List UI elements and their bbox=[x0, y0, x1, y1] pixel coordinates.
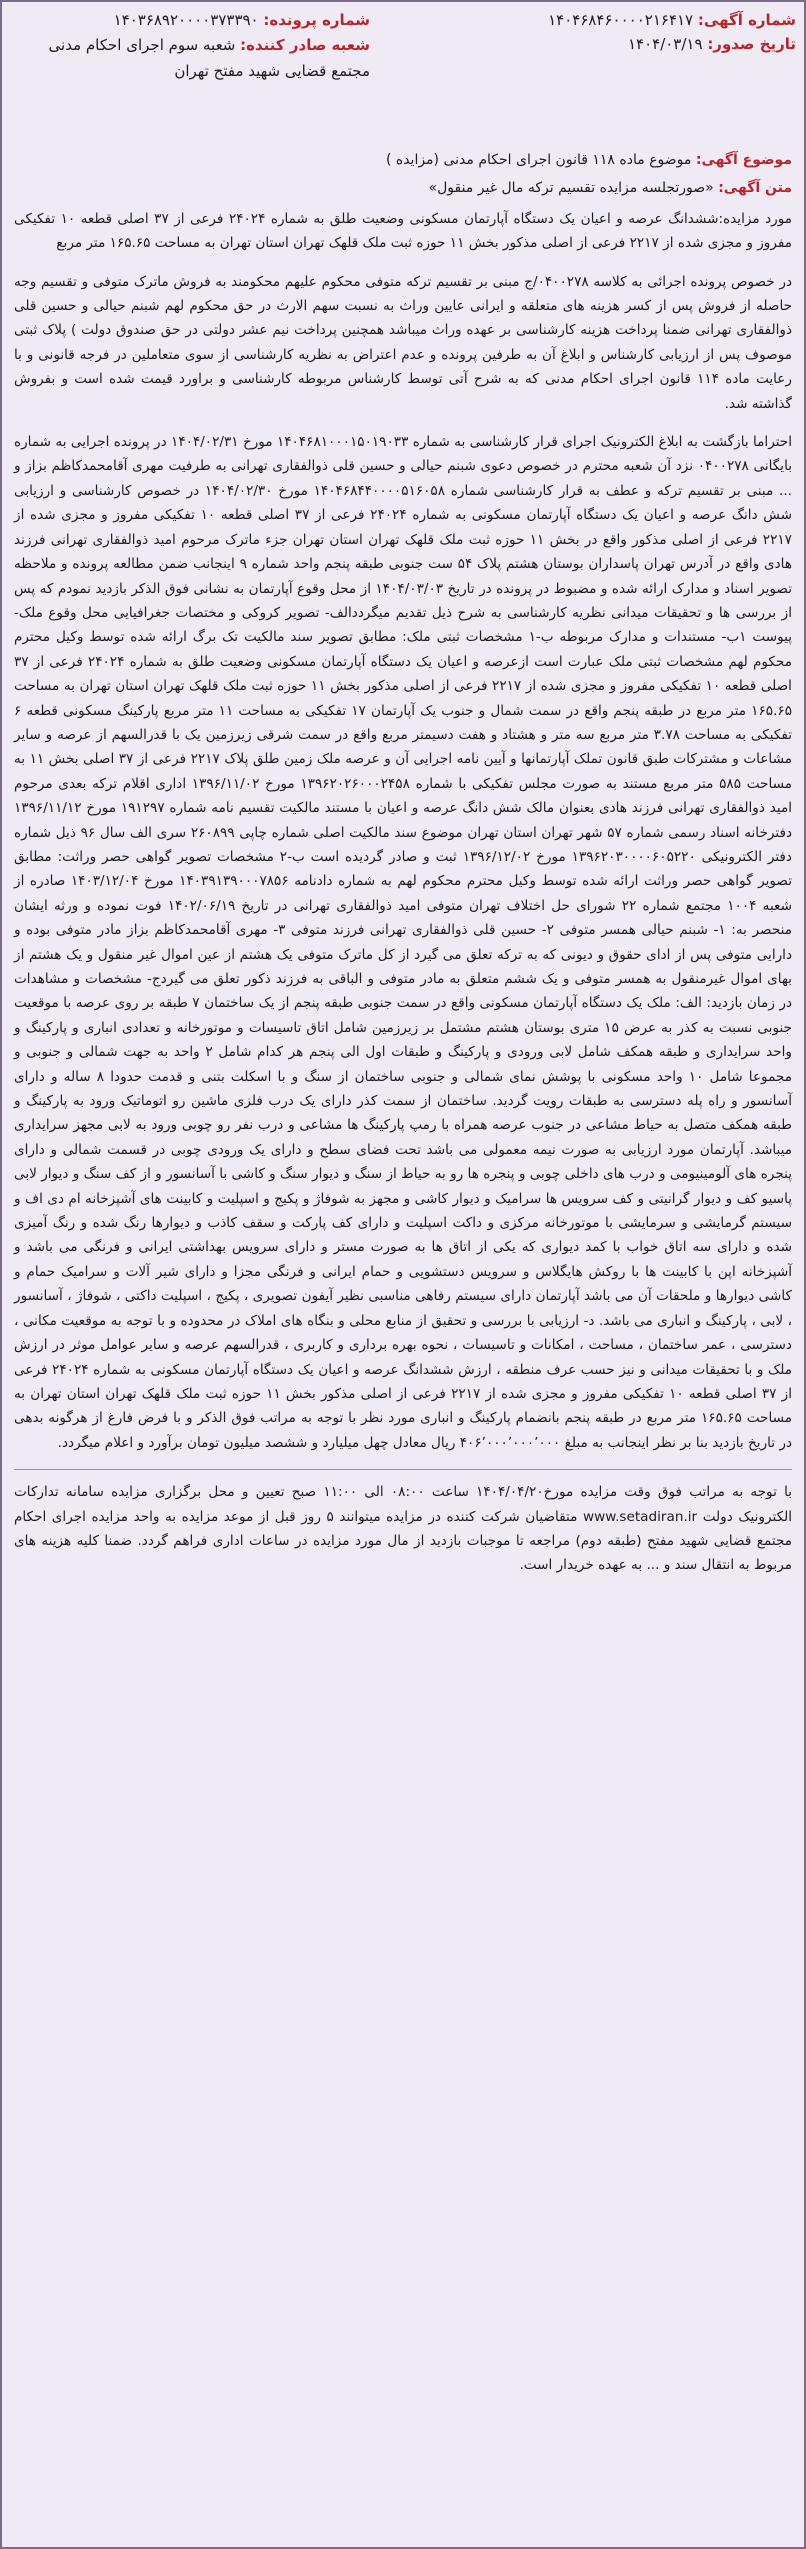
ad-number-label: شماره آگهی: bbox=[697, 11, 796, 29]
issuer-value: شعبه سوم اجرای احکام مدنی مجتمع قضایی شهید مفتح تهران bbox=[48, 36, 370, 80]
subject-label: موضوع آگهی: bbox=[695, 152, 792, 168]
issuer-label: شعبه صادر کننده: bbox=[240, 36, 370, 54]
divider bbox=[14, 1469, 792, 1470]
auction-item-paragraph: مورد مزایده:ششدانگ عرصه و اعیان یک دستگاه آپارتمان مسکونی وضعیت طلق به شماره ۲۴۰۲۴ فرعی از ۳۷ اصلی قطعه ۱۰ تفکیکی مفروز و مجزی شده از ۲۲۱۷ فرعی از اصلی مذکور بخش ۱۱ حوزه ثبت ملک قلهک تهران استان تهران به مساحت ۱۶۵.۶۵ متر مربع bbox=[14, 210, 793, 252]
notice-header bbox=[10, 8, 796, 84]
text-title-line bbox=[14, 176, 792, 200]
subject-value: موضوع ماده ۱۱۸ قانون اجرای احکام مدنی (مزایده ) bbox=[385, 152, 692, 168]
notice-body bbox=[14, 148, 792, 1592]
expert-report-paragraph: احتراما بازگشت به ابلاغ الکترونیک اجرای قرار کارشناسی به شماره ۱۴۰۴۶۸۱۰۰۰۱۵۰۱۹۰۳۳ مورخ ۱۴۰۴/۰۲/۳۱ در پرونده اجرایی به شماره بایگانی ۰۴۰۰۲۷۸ نزد آن شعبه محترم در خصوص دعوی شبنم حیالی و حسین قلی ذوالفقاری تهرانی به طرفیت مهری آقامحمدکاظم بزاز و ... مبنی بر تقسیم ترکه و عطف به قرار کارشناسی شماره ۱۴۰۴۶۸۴۴۰۰۰۰۵۱۶۰۵۸ مورخ ۱۴۰۴/۰۲/۳۰ در خصوص کارشناسی و ارزیابی شش دانگ عرصه و اعیان یک دستگاه آپارتمان مسکونی به شماره ۲۴۰۲۴ فرعی از ۳۷ اصلی قطعه ۱۰ تفکیکی مفروز و مجزی شده از ۲۲۱۷ فرعی از اصلی مذکور واقع در بخش ۱۱ حوزه ثبت ملک قلهک تهران استان تهران جزء ماترک مرحوم امید ذوالفقاری تهرانی فرزند هادی واقع در آدرس تهران پاسداران بوستان هشتم پلاک ۵۴ ست جنوبی طبقه پنجم واحد شماره ۹ اینجانب ضمن مطالعه پرونده و ملاحظه تصویر اسناد و مدارک ارائه شده و مضبوط در پرونده در تاریخ ۱۴۰۴/۰۳/۰۳ از محل وقوع آپارتمان به نشانی فوق الذکر بازدید نمودم که پس از بررسی ها و تحقیقات میدانی نظریه کارشناسی به شرح ذیل تقدیم میگرددالف- تصویر کروکی و مختصات جغرافیایی محل وقوع ملک- پیوست ۱ب- مستندات و مدارک مربوطه ب-۱ مشخصات ثبتی ملک: مطابق تصویر سند مالکیت تک برگ ارائه شده توسط وکیل محترم محکوم لهم مشخصات ثبتی ملک عبارت است ازعرصه و اعیان یک دستگاه آپارتمان مسکونی وضعیت طلق به شماره ۲۴۰۲۴ فرعی از ۳۷ اصلی قطعه ۱۰ تفکیکی مفروز و مجزی شده از ۲۲۱۷ فرعی از اصلی مذکور بخش ۱۱ حوزه ثبت ملک قلهک تهران استان تهران به مساحت ۱۶۵.۶۵ متر مربع در طبقه پنجم واقع در سمت شمال و جنوب یک آپارتمان ۱۷ تفکیکی به مساحت ۱۱ متر مربع پارکینگ مسکونی قطعه ۶ تفکیکی به مساحت ۳.۷۸ متر مربع سه متر و هشتاد و هفت دسیمتر مربع واقع در سمت شرقی زیرزمین یک با قدرالسهم از عرصه و سایر مشاعات و مشترکات طبق قانون تملک آپارتمانها و آیین نامه اجرایی آن و عرصه ملک زمین طلق پلاک ۲۲۱۷ فرعی از ۳۷ اصلی بخش ۱۱ به مساحت ۵۸۵ متر مربع مستند به صورت مجلس تفکیکی با شماره ۱۳۹۶۲۰۲۶۰۰۰۲۴۵۸ مورخ ۱۳۹۶/۱۱/۰۲ اداری اقلام ترکه بعدی مرحوم امید ذوالفقاری تهرانی فرزند هادی بعنوان مالک شش دانگ عرصه و اعیان با مستند مالکیت تقسیم نامه شماره ۱۹۱۲۹۷ مورخ ۱۳۹۶/۱۱/۱۲ دفترخانه اسناد رسمی شماره ۵۷ شهر تهران استان تهران موضوع سند مالکیت اصلی شماره چاپی ۲۶۰۸۹۹ سری الف سال ۹۶ ذیل شماره دفتر الکترونیکی ۱۳۹۶۲۰۳۰۰۰۰۶۰۵۲۲۰ مورخ ۱۳۹۶/۱۲/۰۲ ثبت و صادر گردیده است ب-۲ مشخصات تصویر گواهی حصر وراثت: مطابق تصویر گواهی حصر وراثت ارائه شده توسط وکیل محترم محکوم لهم به شماره دادنامه ۱۴۰۳۹۱۳۹۰۰۰۷۸۵۶ مورخ ۱۴۰۳/۱۲/۰۴ صادره از شعبه ۱۰۰۴ مجتمع شماره ۲۲ شورای حل اختلاف تهران متوفی امید ذوالفقاری تهرانی در تاریخ ۱۴۰۲/۰۶/۱۹ فوت نموده و ورثه ایشان منحصر به: ۱- شبنم حیالی همسر متوفی ۲- حسین قلی ذوالفقاری تهرانی فرزند متوفی ۳- مهری آقامحمدکاظم بزاز مادر متوفی بوده و دارایی متوفی پس از ادای حقوق و دیونی که به ترکه تعلق می گیرد از کل ماترک متوفی یک هشتم از عین اموال غیر منقول و یک هشتم از بهای اموال غیرمنقول به همسر متوفی و یک ششم متعلق به مادر متوفی و الباقی به فرزند ذکور تعلق می گیردج- مشخصات و مشاهدات در زمان بازدید: الف: ملک یک دستگاه آپارتمان مسکونی واقع در سمت جنوبی طبقه پنجم از یک ساختمان ۷ طبقه بر روی عرصه با موقعیت جنوبی نسبت به کذر به عرض ۱۵ متری بوستان هشتم مشتمل بر زیرزمین شامل اتاق تاسیسات و موتورخانه و تعدادی انباری و پارکینگ و واحد سرایداری و طبقه همکف شامل لابی ورودی و پارکینگ و طبقات اول الی پنجم هر کدام شامل ۲ واحد به جهت شمالی و جنوبی و مجموعا شامل ۱۰ واحد مسکونی با پوشش نمای شمالی و جنوبی ساختمان از سنگ و با اسکلت بتنی و قدمت حدودا ۸ ساله و دارای آسانسور و راه پله دسترسی به طبقات رویت گردید. ساختمان از سمت کذر دارای یک درب فلزی ماشین رو اتوماتیک ورود به پارکینگ و طبقه همکف متصل به حیاط مشاعی در جنوب عرصه همراه با رمپ پارکینگ ها مشاعی و درب نفر رو چوبی ورود به لابی مجهز سرایداری میباشد. آپارتمان مورد ارزیابی به صورت نیمه معمولی می باشد تحت فضای سطح و دارای یک ورودی چوبی در قسمت شمالی و دارای پنجره های آلومینیومی و درب های داخلی چوبی و پنجره ها رو به حیاط از سنگ و دیوار سنگ و کاشی با آسانسور و از کف سنگ و دیوار لابی پاسیو کف و دیوار گرانیتی و کف سرویس ها سرامیک و دیوار کاشی و مجهز به شوفاژ و پکیج و اسپلیت و کابینت های آشپزخانه ام دی اف و سیستم گرمایشی و سرمایشی با موتورخانه مرکزی و داکت اسپلیت و دارای کف پارکت و سقف کاذب و دیوارها رنگ شده و رنگ آمیزی شده و دارای سه اتاق خواب با کمد دیواری که یکی از اتاق ها به صورت مستر و دارای سرویس بهداشتی ایرانی و فرنگی می باشد و آشپزخانه اپن با کابینت ها با روکش هایگلاس و سرویس دستشویی و حمام ایرانی و فرنگی مجزا و دارای شیر آلات و سرامیک حمام و کاشی دیوارها و ملحقات آن می باشد آپارتمان دارای سیستم رفاهی مناسبی نظیر آیفون تصویری ، پکیج ، اسپلیت داکتی ، شوفاژ ، آسانسور ، لابی ، پارکینگ و انباری می باشد. د- ارزیابی با بررسی و تحقیق از منابع محلی و بنگاه های املاک در محدوده و با توجه به موقعیت مکانی ، دسترسی ، عمر ساختمان ، مساحت ، امکانات و تاسیسات ، نحوه بهره برداری و کاربری ، قدرالسهم عرصه و سایر عوامل موثر در ارزش ملک و با تحقیقات میدانی و نیز حسب عرف منطقه ، ارزش ششدانگ عرصه و اعیان یک دستگاه آپارتمان مسکونی به شماره ۲۴۰۲۴ فرعی از ۳۷ اصلی قطعه ۱۰ تفکیکی مفروز و مجزی شده از ۲۲۱۷ فرعی از اصلی مذکور بخش ۱۱ حوزه ثبت ملک قلهک تهران استان تهران به مساحت ۱۶۵.۶۵ متر مربع در طبقه پنجم بانضمام پارکینگ و انباری مورد نظر با توجه به مراتب فوق الذکر و با فرض فارغ از هرگونه بدهی در تاریخ بازدید بنا بر نظر اینجانب به مبلغ ۴۰۶٬۰۰۰٬۰۰۰٬۰۰۰ ریال معادل چهل میلیارد و ششصد میلیون تومان برآورد و اعلام میگردد. bbox=[14, 434, 793, 1451]
issuer bbox=[10, 32, 370, 84]
text-title-label: متن آگهی: bbox=[718, 180, 792, 197]
subject-line bbox=[14, 148, 792, 172]
issue-date-label: تاریخ صدور: bbox=[707, 35, 796, 53]
issue-date bbox=[396, 32, 796, 56]
text-title-value: «صورتجلسه مزایده تقسیم ترکه مال غیر منقول» bbox=[428, 180, 714, 197]
ad-number-value: ۱۴۰۴۶۸۴۶۰۰۰۰۲۱۶۴۱۷ bbox=[548, 11, 694, 29]
auction-schedule-paragraph: با توجه به مراتب فوق وقت مزایده مورخ۱۴۰۴/۰۴/۲۰ ساعت ۰۸:۰۰ الی ۱۱:۰۰ صبح تعیین و محل برگزاری مزایده سامانه تدارکات الکترونیک دولت www.setadiran.ir متقاضیان شرکت کننده در مزایده میتوانند ۵ روز قبل از موعد مزایده به واحد مزایده اجرای احکام مجتمع قضایی شهید مفتح (طبقه دوم) مراجعه تا موجبات بازدید از مال مورد مزایده در ساعات اداری فراهم گردد. ضمنا کلیه هزینه های مربوط به انتقال سند و ... به عهده خریدار است. bbox=[14, 1484, 792, 1574]
ad-number bbox=[396, 8, 796, 32]
case-number bbox=[10, 8, 370, 32]
case-number-label: شماره پرونده: bbox=[263, 11, 370, 29]
case-number-value: ۱۴۰۳۶۸۹۲۰۰۰۰۳۷۳۳۹۰ bbox=[113, 11, 259, 29]
issue-date-value: ۱۴۰۴/۰۳/۱۹ bbox=[627, 35, 703, 53]
case-description-paragraph: در خصوص پرونده اجرائی به کلاسه ۰۴۰۰۲۷۸/ج مبنی بر تقسیم ترکه متوفی محکوم علیهم محکومند به فروش ماترک متوفی و تقسیم وجه حاصله از فروش پس از کسر هزینه های متعلقه و ایرانی عایین وراث به نسبت سهم الارث در حق محکوم لهم شبنم حیالی و حسین قلی ذوالفقاری تهرانی ضمنا پرداخت هزینه کارشناسی بر عهده وراث میباشد همچنین پرداخت نیم عشر دولتی در حق صندوق دولت ) پلاک ثبتی موصوف پس از ارزیابی کارشناس و ابلاغ آن به طرفین پرونده و عدم اعتراض به نظریه کارشناسی از سوی متعاملین در فرجه قانونی و با رعایت ماده ۱۱۴ قانون اجرای احکام مدنی که به شرح آتی توسط کارشناس مربوطه کارشناسی و براورد قیمت شده است و بفروش گذاشته شد. bbox=[14, 273, 792, 412]
